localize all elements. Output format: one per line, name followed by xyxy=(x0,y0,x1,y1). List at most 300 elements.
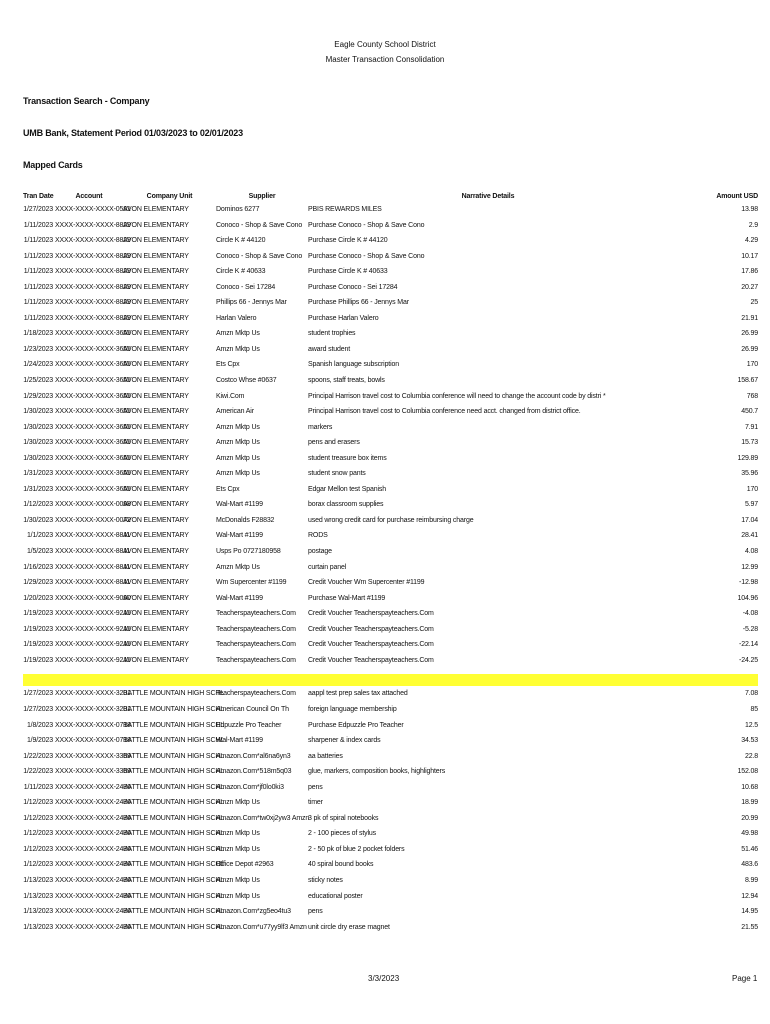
cell-amount: 129.89 xyxy=(737,454,758,462)
cell-supplier: Wal-Mart #1199 xyxy=(216,501,263,509)
cell-supplier: American Air xyxy=(216,408,254,416)
cell-account: XXXX-XXXX-XXXX-2476 xyxy=(55,923,131,931)
cell-account: XXXX-XXXX-XXXX-8811 xyxy=(55,563,131,571)
cell-date: 1/30/2023 xyxy=(23,454,53,462)
cell-supplier: Amazon.Com*jf0lo0ki3 xyxy=(216,783,284,791)
table-row xyxy=(23,249,758,265)
cell-amount: 483.6 xyxy=(741,861,758,869)
cell-narrative: glue, markers, composition books, highlighters xyxy=(308,768,446,776)
cell-narrative: 40 spiral bound books xyxy=(308,861,374,869)
cell-supplier: Amazon.Com*zg5eo4tu3 xyxy=(216,908,291,916)
cell-supplier: Amzn Mktp Us xyxy=(216,876,260,884)
cell-company-unit: AVON ELEMENTARY xyxy=(123,548,189,556)
cell-account: XXXX-XXXX-XXXX-8829 xyxy=(55,252,131,260)
cell-supplier: Usps Po 0727180958 xyxy=(216,548,281,556)
table-row xyxy=(23,295,758,311)
org-name: Eagle County School District xyxy=(334,40,436,49)
cell-supplier: Conoco - Sei 17284 xyxy=(216,283,276,291)
table-row xyxy=(23,622,758,638)
section-bank-title: UMB Bank, Statement Period 01/03/2023 to 02/01/2023 xyxy=(23,128,243,138)
cell-narrative: foreign language membership xyxy=(308,705,397,713)
col-header-date: Tran Date xyxy=(23,193,54,200)
cell-account: XXXX-XXXX-XXXX-8829 xyxy=(55,314,131,322)
table-row xyxy=(23,497,758,513)
cell-account: XXXX-XXXX-XXXX-9215 xyxy=(55,610,131,618)
cell-date: 1/22/2023 xyxy=(23,752,53,760)
cell-narrative: Credit Voucher Teacherspayteachers.Com xyxy=(308,656,434,664)
cell-amount: 4.08 xyxy=(744,548,758,556)
cell-company-unit: BATTLE MOUNTAIN HIGH SCHL xyxy=(123,876,225,884)
cell-narrative: pens xyxy=(308,783,323,791)
cell-company-unit: BATTLE MOUNTAIN HIGH SCHL xyxy=(123,845,225,853)
cell-date: 1/19/2023 xyxy=(23,610,53,618)
cell-amount: 25 xyxy=(750,299,758,307)
cell-narrative: Purchase Wal-Mart #1199 xyxy=(308,594,386,602)
cell-date: 1/13/2023 xyxy=(23,876,53,884)
cell-supplier: Ets Cpx xyxy=(216,361,240,369)
cell-narrative: award student xyxy=(308,345,351,353)
cell-company-unit: AVON ELEMENTARY xyxy=(123,299,189,307)
cell-date: 1/12/2023 xyxy=(23,830,53,838)
cell-amount: 7.91 xyxy=(744,423,758,431)
cell-date: 1/29/2023 xyxy=(23,579,53,587)
report-title: Master Transaction Consolidation xyxy=(325,55,445,64)
table-row xyxy=(23,202,758,218)
table-row xyxy=(23,718,758,734)
cell-company-unit: BATTLE MOUNTAIN HIGH SCHL xyxy=(123,752,225,760)
cell-account: XXXX-XXXX-XXXX-9215 xyxy=(55,625,131,633)
cell-account: XXXX-XXXX-XXXX-8811 xyxy=(55,579,131,587)
table-row xyxy=(23,904,758,920)
cell-date: 1/30/2023 xyxy=(23,408,53,416)
transactions-table xyxy=(23,191,758,935)
cell-narrative: educational poster xyxy=(308,892,363,900)
cell-supplier: Phillips 66 - Jennys Mar xyxy=(216,299,287,307)
table-row xyxy=(23,560,758,576)
table-header-row xyxy=(23,191,758,202)
col-header-narrative: Narrative Details xyxy=(461,193,515,200)
cell-supplier: Circle K # 40633 xyxy=(216,268,266,276)
cell-date: 1/13/2023 xyxy=(23,908,53,916)
cell-amount: 2.9 xyxy=(748,221,758,229)
cell-amount: 21.55 xyxy=(741,923,758,931)
cell-narrative: aappl test prep sales tax attached xyxy=(308,690,408,698)
cell-company-unit: AVON ELEMENTARY xyxy=(123,221,189,229)
cell-amount: 17.86 xyxy=(741,268,758,276)
table-row xyxy=(23,780,758,796)
cell-narrative: Purchase Edpuzzle Pro Teacher xyxy=(308,721,404,729)
table-row xyxy=(23,420,758,436)
cell-amount: -12.98 xyxy=(739,579,758,587)
cell-account: XXXX-XXXX-XXXX-3655 xyxy=(55,377,131,385)
cell-company-unit: AVON ELEMENTARY xyxy=(123,516,189,524)
cell-supplier: Amzn Mktp Us xyxy=(216,330,260,338)
cell-date: 1/11/2023 xyxy=(23,299,53,307)
cell-supplier: Amzn Mktp Us xyxy=(216,345,260,353)
cell-date: 1/11/2023 xyxy=(23,252,53,260)
cell-supplier: Edpuzzle Pro Teacher xyxy=(216,721,282,729)
cell-amount: 26.99 xyxy=(741,345,758,353)
cell-company-unit: AVON ELEMENTARY xyxy=(123,423,189,431)
cell-company-unit: AVON ELEMENTARY xyxy=(123,345,189,353)
col-header-amount: Amount USD xyxy=(716,193,758,200)
cell-narrative: student snow pants xyxy=(308,470,366,478)
cell-company-unit: AVON ELEMENTARY xyxy=(123,470,189,478)
cell-company-unit: AVON ELEMENTARY xyxy=(123,361,189,369)
cell-account: XXXX-XXXX-XXXX-3655 xyxy=(55,423,131,431)
cell-company-unit: AVON ELEMENTARY xyxy=(123,594,189,602)
cell-date: 1/1/2023 xyxy=(26,532,53,540)
cell-company-unit: AVON ELEMENTARY xyxy=(123,377,189,385)
cell-date: 1/11/2023 xyxy=(23,783,53,791)
cell-date: 1/12/2023 xyxy=(23,845,53,853)
cell-account: XXXX-XXXX-XXXX-3655 xyxy=(55,470,131,478)
cell-amount: -4.08 xyxy=(742,610,758,618)
cell-amount: 10.68 xyxy=(741,783,758,791)
table-row xyxy=(23,218,758,234)
cell-date: 1/12/2023 xyxy=(23,501,53,509)
cell-amount: 12.5 xyxy=(744,721,758,729)
cell-narrative: RODS xyxy=(308,532,328,540)
cell-company-unit: AVON ELEMENTARY xyxy=(123,314,189,322)
cell-amount: 10.17 xyxy=(741,252,758,260)
cell-supplier: Amzn Mktp Us xyxy=(216,470,260,478)
cell-amount: 35.96 xyxy=(741,470,758,478)
cell-company-unit: BATTLE MOUNTAIN HIGH SCHL xyxy=(123,705,225,713)
cell-date: 1/19/2023 xyxy=(23,625,53,633)
cell-amount: 7.08 xyxy=(744,690,758,698)
cell-amount: 20.99 xyxy=(741,814,758,822)
cell-account: XXXX-XXXX-XXXX-3655 xyxy=(55,392,131,400)
cell-amount: -22.14 xyxy=(739,641,758,649)
highlight-separator xyxy=(23,674,758,686)
cell-company-unit: AVON ELEMENTARY xyxy=(123,501,189,509)
cell-supplier: Amzn Mktp Us xyxy=(216,830,260,838)
table-row xyxy=(23,733,758,749)
cell-narrative: Purchase Phillips 66 - Jennys Mar xyxy=(308,299,409,307)
cell-company-unit: BATTLE MOUNTAIN HIGH SCHL xyxy=(123,799,225,807)
cell-supplier: Amzn Mktp Us xyxy=(216,439,260,447)
cell-narrative: pens and erasers xyxy=(308,439,360,447)
cell-narrative: 3 pk of spiral notebooks xyxy=(308,814,379,822)
table-row xyxy=(23,311,758,327)
cell-date: 1/19/2023 xyxy=(23,641,53,649)
cell-amount: 17.04 xyxy=(741,516,758,524)
cell-company-unit: AVON ELEMENTARY xyxy=(123,563,189,571)
cell-account: XXXX-XXXX-XXXX-0072 xyxy=(55,516,131,524)
cell-supplier: Amazon.Com*u77yy9lf3 Amzn xyxy=(216,923,307,931)
cell-amount: 18.99 xyxy=(741,799,758,807)
cell-date: 1/13/2023 xyxy=(23,923,53,931)
cell-narrative: Spanish language subscription xyxy=(308,361,399,369)
cell-supplier: Wal-Mart #1199 xyxy=(216,737,263,745)
cell-narrative: curtain panel xyxy=(308,563,347,571)
table-row xyxy=(23,702,758,718)
cell-narrative: Purchase Harlan Valero xyxy=(308,314,379,322)
cell-date: 1/18/2023 xyxy=(23,330,53,338)
table-row xyxy=(23,749,758,765)
table-row xyxy=(23,373,758,389)
cell-supplier: Amzn Mktp Us xyxy=(216,892,260,900)
cell-company-unit: BATTLE MOUNTAIN HIGH SCHL xyxy=(123,861,225,869)
cell-date: 1/24/2023 xyxy=(23,361,53,369)
cell-narrative: Credit Voucher Teacherspayteachers.Com xyxy=(308,641,434,649)
cell-supplier: Amazon.Com*al6na6yn3 xyxy=(216,752,291,760)
table-row xyxy=(23,326,758,342)
cell-amount: 21.91 xyxy=(741,314,758,322)
cell-company-unit: AVON ELEMENTARY xyxy=(123,283,189,291)
cell-account: XXXX-XXXX-XXXX-2476 xyxy=(55,814,131,822)
cell-supplier: Circle K # 44120 xyxy=(216,237,266,245)
cell-account: XXXX-XXXX-XXXX-3655 xyxy=(55,439,131,447)
table-row xyxy=(23,920,758,936)
table-row xyxy=(23,435,758,451)
cell-supplier: Conoco - Shop & Save Cono xyxy=(216,221,303,229)
cell-date: 1/29/2023 xyxy=(23,392,53,400)
footer-date: 3/3/2023 xyxy=(368,974,400,983)
cell-supplier: Dominos 6277 xyxy=(216,206,260,213)
cell-date: 1/30/2023 xyxy=(23,439,53,447)
cell-narrative: Purchase Conoco - Sei 17284 xyxy=(308,283,398,291)
cell-account: XXXX-XXXX-XXXX-2476 xyxy=(55,830,131,838)
cell-date: 1/13/2023 xyxy=(23,892,53,900)
cell-narrative: aa batteries xyxy=(308,752,343,760)
cell-amount: -24.25 xyxy=(739,656,758,664)
group2-rows xyxy=(23,686,758,935)
section-mapped-title: Mapped Cards xyxy=(23,160,83,170)
cell-supplier: Amzn Mktp Us xyxy=(216,799,260,807)
section-search-title: Transaction Search - Company xyxy=(23,96,150,106)
cell-narrative: 2 - 50 pk of blue 2 pocket folders xyxy=(308,845,405,853)
table-row xyxy=(23,389,758,405)
cell-company-unit: BATTLE MOUNTAIN HIGH SCHL xyxy=(123,892,225,900)
cell-account: XXXX-XXXX-XXXX-9090 xyxy=(55,594,131,602)
cell-date: 1/11/2023 xyxy=(23,283,53,291)
cell-account: XXXX-XXXX-XXXX-0718 xyxy=(55,721,131,729)
cell-account: XXXX-XXXX-XXXX-8811 xyxy=(55,532,131,540)
cell-supplier: American Council On Th xyxy=(216,705,289,713)
cell-narrative: sharpener & index cards xyxy=(308,737,381,745)
cell-company-unit: BATTLE MOUNTAIN HIGH SCHL xyxy=(123,814,225,822)
cell-account: XXXX-XXXX-XXXX-3655 xyxy=(55,485,131,493)
cell-company-unit: BATTLE MOUNTAIN HIGH SCHL xyxy=(123,737,225,745)
cell-company-unit: BATTLE MOUNTAIN HIGH SCHL xyxy=(123,783,225,791)
table-row xyxy=(23,857,758,873)
cell-narrative: Credit Voucher Wm Supercenter #1199 xyxy=(308,579,425,587)
cell-amount: 158.67 xyxy=(737,377,758,385)
cell-company-unit: AVON ELEMENTARY xyxy=(123,532,189,540)
cell-company-unit: BATTLE MOUNTAIN HIGH SCHL xyxy=(123,908,225,916)
cell-amount: 15.73 xyxy=(741,439,758,447)
table-row xyxy=(23,606,758,622)
table-row xyxy=(23,889,758,905)
cell-narrative: Credit Voucher Teacherspayteachers.Com xyxy=(308,625,434,633)
table-row xyxy=(23,591,758,607)
cell-date: 1/11/2023 xyxy=(23,237,53,245)
cell-narrative: student treasure box items xyxy=(308,454,387,462)
cell-supplier: Amzn Mktp Us xyxy=(216,845,260,853)
cell-narrative: Credit Voucher Teacherspayteachers.Com xyxy=(308,610,434,618)
cell-company-unit: AVON ELEMENTARY xyxy=(123,252,189,260)
cell-amount: -5.28 xyxy=(742,625,758,633)
cell-account: XXXX-XXXX-XXXX-9215 xyxy=(55,641,131,649)
cell-account: XXXX-XXXX-XXXX-8811 xyxy=(55,548,131,556)
cell-supplier: Amazon.Com*518m5q03 xyxy=(216,768,292,776)
cell-date: 1/12/2023 xyxy=(23,799,53,807)
cell-account: XXXX-XXXX-XXXX-2476 xyxy=(55,908,131,916)
cell-account: XXXX-XXXX-XXXX-8829 xyxy=(55,299,131,307)
table-row xyxy=(23,795,758,811)
cell-supplier: Amzn Mktp Us xyxy=(216,454,260,462)
cell-narrative: borax classroom supplies xyxy=(308,501,384,509)
cell-supplier: Teacherspayteachers.Com xyxy=(216,641,296,649)
cell-amount: 170 xyxy=(746,485,758,493)
cell-date: 1/9/2023 xyxy=(26,737,53,745)
cell-narrative: sticky notes xyxy=(308,876,343,884)
cell-amount: 152.08 xyxy=(737,768,758,776)
cell-narrative: Purchase Conoco - Shop & Save Cono xyxy=(308,221,425,229)
table-row xyxy=(23,575,758,591)
cell-date: 1/19/2023 xyxy=(23,656,53,664)
table-row xyxy=(23,280,758,296)
cell-supplier: Wal-Mart #1199 xyxy=(216,532,263,540)
cell-supplier: Ets Cpx xyxy=(216,485,240,493)
cell-amount: 34.53 xyxy=(741,737,758,745)
cell-amount: 49.98 xyxy=(741,830,758,838)
cell-supplier: Amazon.Com*tw0xj2yw3 Amzn xyxy=(216,814,310,822)
cell-amount: 22.8 xyxy=(744,752,758,760)
cell-date: 1/22/2023 xyxy=(23,768,53,776)
table-row xyxy=(23,544,758,560)
cell-account: XXXX-XXXX-XXXX-3201 xyxy=(55,690,131,698)
cell-narrative: used wrong credit card for purchase reimbursing charge xyxy=(308,516,474,524)
cell-narrative: Purchase Circle K # 44120 xyxy=(308,237,388,245)
table-row xyxy=(23,451,758,467)
cell-account: XXXX-XXXX-XXXX-8829 xyxy=(55,221,131,229)
cell-company-unit: AVON ELEMENTARY xyxy=(123,330,189,338)
cell-narrative: PBIS REWARDS MILES xyxy=(308,206,382,213)
cell-narrative: Edgar Mellon test Spanish xyxy=(308,485,386,493)
cell-date: 1/31/2023 xyxy=(23,485,53,493)
cell-supplier: Harlan Valero xyxy=(216,314,257,322)
cell-account: XXXX-XXXX-XXXX-0718 xyxy=(55,737,131,745)
table-row xyxy=(23,811,758,827)
cell-supplier: Amzn Mktp Us xyxy=(216,423,260,431)
cell-account: XXXX-XXXX-XXXX-2476 xyxy=(55,845,131,853)
table-row xyxy=(23,528,758,544)
cell-amount: 14.95 xyxy=(741,908,758,916)
cell-date: 1/25/2023 xyxy=(23,377,53,385)
table-row xyxy=(23,513,758,529)
cell-amount: 20.27 xyxy=(741,283,758,291)
cell-amount: 85 xyxy=(750,705,758,713)
cell-company-unit: AVON ELEMENTARY xyxy=(123,408,189,416)
cell-date: 1/11/2023 xyxy=(23,221,53,229)
group-separator xyxy=(23,668,758,686)
table-row xyxy=(23,873,758,889)
cell-date: 1/30/2023 xyxy=(23,423,53,431)
cell-account: XXXX-XXXX-XXXX-3369 xyxy=(55,752,131,760)
cell-supplier: Costco Whse #0637 xyxy=(216,377,277,385)
cell-account: XXXX-XXXX-XXXX-3201 xyxy=(55,705,131,713)
cell-supplier: Teacherspayteachers.Com xyxy=(216,656,296,664)
cell-date: 1/12/2023 xyxy=(23,814,53,822)
cell-account: XXXX-XXXX-XXXX-3655 xyxy=(55,408,131,416)
cell-date: 1/20/2023 xyxy=(23,594,53,602)
cell-amount: 28.41 xyxy=(741,532,758,540)
cell-supplier: Kiwi.Com xyxy=(216,392,245,400)
table-row xyxy=(23,826,758,842)
col-header-unit: Company Unit xyxy=(146,193,193,200)
cell-account: XXXX-XXXX-XXXX-2476 xyxy=(55,861,131,869)
cell-amount: 51.46 xyxy=(741,845,758,853)
cell-company-unit: AVON ELEMENTARY xyxy=(123,656,189,664)
cell-account: XXXX-XXXX-XXXX-0581 xyxy=(55,206,131,213)
cell-company-unit: AVON ELEMENTARY xyxy=(123,439,189,447)
table-row xyxy=(23,764,758,780)
cell-date: 1/30/2023 xyxy=(23,516,53,524)
cell-company-unit: AVON ELEMENTARY xyxy=(123,625,189,633)
cell-amount: 170 xyxy=(746,361,758,369)
table-row xyxy=(23,637,758,653)
table-row xyxy=(23,233,758,249)
table-row xyxy=(23,342,758,358)
cell-narrative: unit circle dry erase magnet xyxy=(308,923,390,931)
cell-supplier: McDonalds F28832 xyxy=(216,516,275,524)
cell-date: 1/27/2023 xyxy=(23,206,53,213)
cell-narrative: markers xyxy=(308,423,333,431)
cell-narrative: 2 - 100 pieces of stylus xyxy=(308,830,376,838)
cell-date: 1/11/2023 xyxy=(23,314,53,322)
cell-account: XXXX-XXXX-XXXX-8829 xyxy=(55,237,131,245)
cell-company-unit: AVON ELEMENTARY xyxy=(123,454,189,462)
cell-account: XXXX-XXXX-XXXX-9215 xyxy=(55,656,131,664)
cell-amount: 8.99 xyxy=(744,876,758,884)
cell-narrative: student trophies xyxy=(308,330,356,338)
table-row xyxy=(23,653,758,669)
cell-date: 1/27/2023 xyxy=(23,705,53,713)
cell-date: 1/5/2023 xyxy=(26,548,53,556)
cell-company-unit: AVON ELEMENTARY xyxy=(123,579,189,587)
footer-page-number: Page 1 xyxy=(732,974,758,983)
cell-supplier: Conoco - Shop & Save Cono xyxy=(216,252,303,260)
cell-amount: 13.98 xyxy=(741,206,758,213)
cell-supplier: Amzn Mktp Us xyxy=(216,563,260,571)
cell-company-unit: BATTLE MOUNTAIN HIGH SCHL xyxy=(123,768,225,776)
cell-date: 1/12/2023 xyxy=(23,861,53,869)
cell-narrative: Purchase Circle K # 40633 xyxy=(308,268,388,276)
cell-supplier: Teacherspayteachers.Com xyxy=(216,690,296,698)
cell-account: XXXX-XXXX-XXXX-3655 xyxy=(55,330,131,338)
cell-amount: 104.96 xyxy=(737,594,758,602)
group1-rows xyxy=(23,202,758,668)
cell-account: XXXX-XXXX-XXXX-3655 xyxy=(55,345,131,353)
cell-account: XXXX-XXXX-XXXX-2476 xyxy=(55,783,131,791)
cell-narrative: Principal Harrison travel cost to Columbia conference will need to change the account code by distri * xyxy=(308,392,606,400)
cell-account: XXXX-XXXX-XXXX-2476 xyxy=(55,799,131,807)
table-row xyxy=(23,357,758,373)
cell-supplier: Teacherspayteachers.Com xyxy=(216,610,296,618)
cell-amount: 12.94 xyxy=(741,892,758,900)
cell-narrative: Principal Harrison travel cost to Columbia conference need acct. changed from district office. xyxy=(308,408,581,416)
table-row xyxy=(23,466,758,482)
cell-amount: 768 xyxy=(746,392,758,400)
cell-account: XXXX-XXXX-XXXX-8829 xyxy=(55,283,131,291)
cell-company-unit: AVON ELEMENTARY xyxy=(123,610,189,618)
cell-account: XXXX-XXXX-XXXX-0098 xyxy=(55,501,131,509)
cell-company-unit: AVON ELEMENTARY xyxy=(123,268,189,276)
cell-date: 1/8/2023 xyxy=(26,721,53,729)
